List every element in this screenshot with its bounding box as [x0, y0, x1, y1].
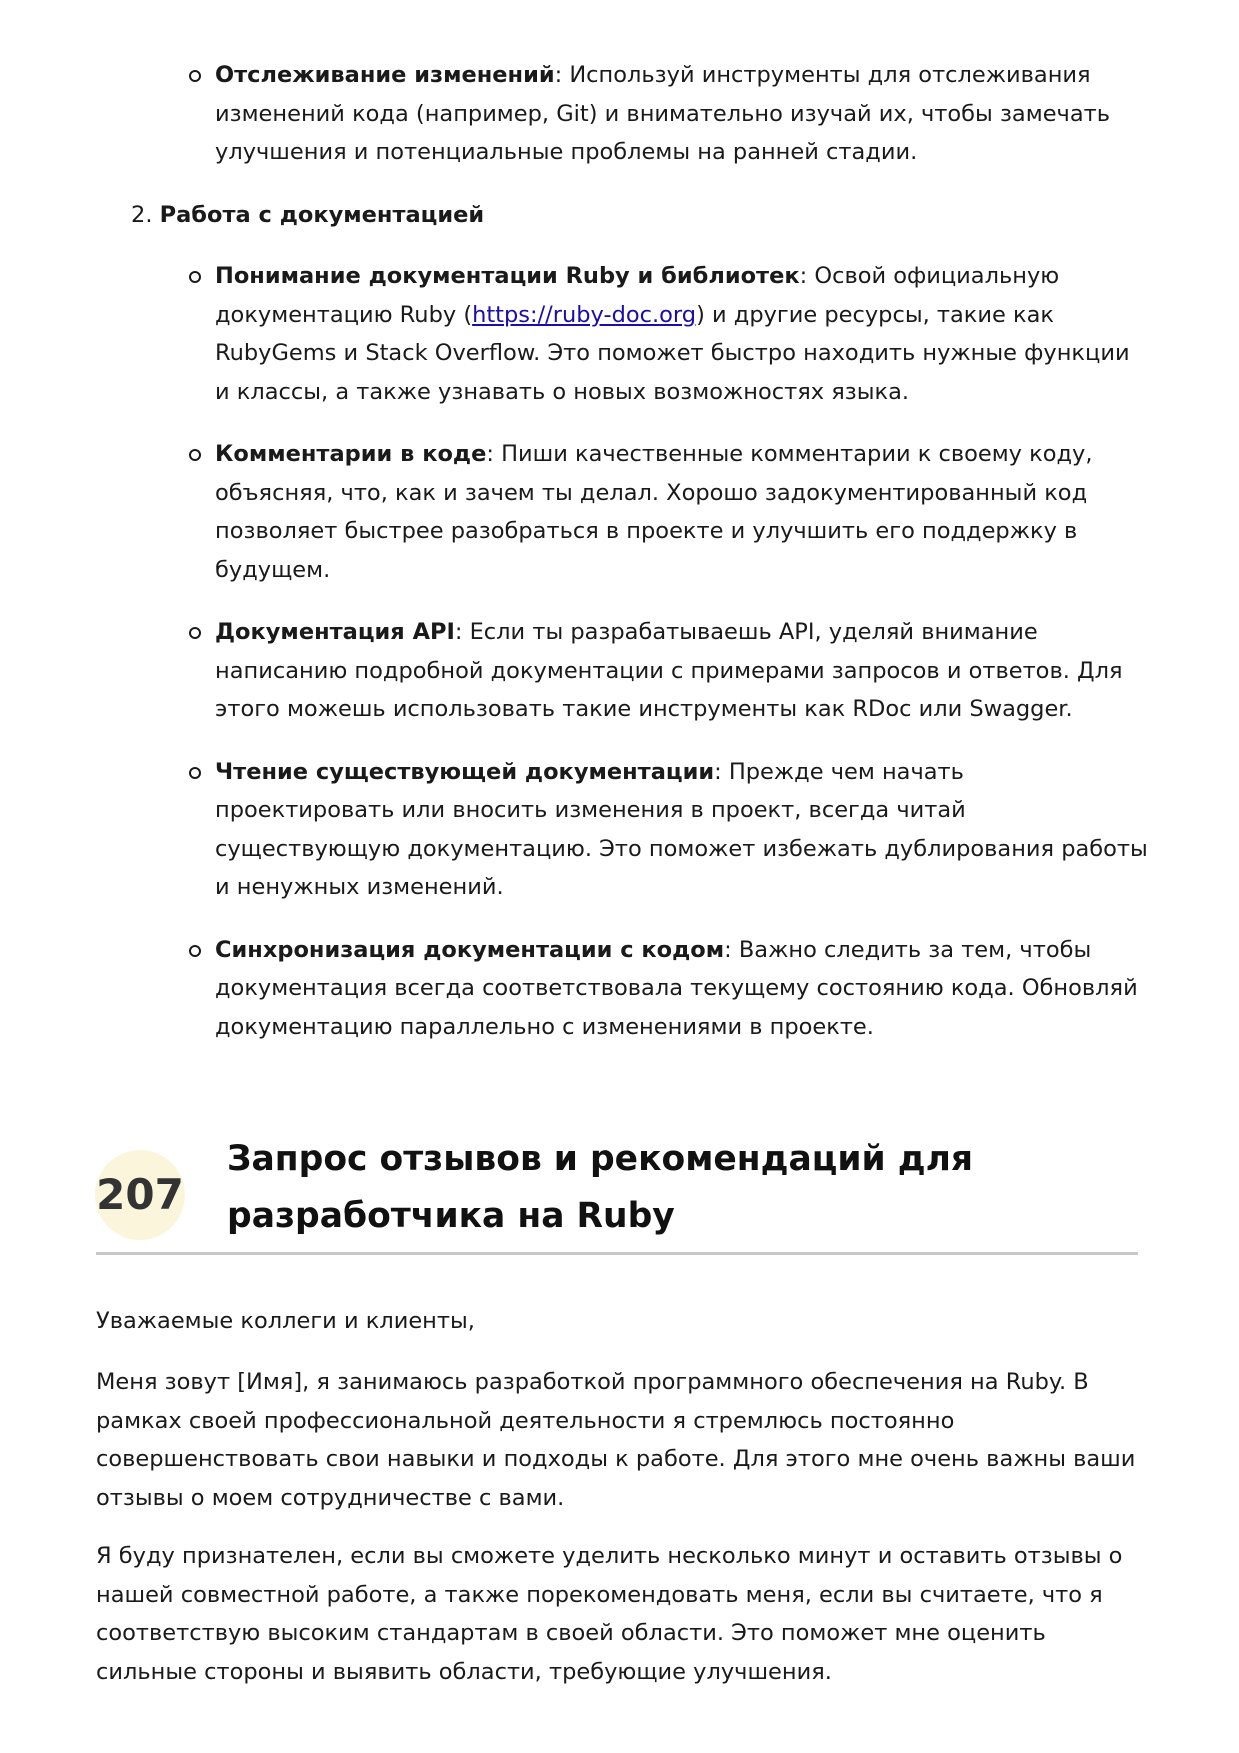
- chapter-number: 207: [96, 1170, 184, 1219]
- ruby-doc-link[interactable]: https://ruby-doc.org: [472, 301, 697, 328]
- ordered-list-item: [131, 196, 484, 234]
- bullet-title: Понимание документации Ruby и библиотек: [215, 263, 800, 289]
- bullet-text: : Используй инструменты для отслеживания изменений кода (например, Git) и внимательно изучай их, чтобы замечать улучшения и потенциальные проблемы на ранней стадии.: [215, 62, 1110, 165]
- request-paragraph: Я буду признателен, если вы сможете уделить несколько минут и оставить отзывы о нашей совместной работе, а также порекомендовать меня, если вы считаете, что я соответствую высоким стандартам в своей области. Это поможет мне оценить сильные стороны и выявить области, требующие улучшения.: [96, 1543, 1123, 1685]
- bullet-text: : Важно следить за тем, чтобы документация всегда соответствовала текущему состоянию кода. Обновляй документацию параллельно с изменениями в проекте.: [215, 936, 1138, 1040]
- heading-divider: [96, 1252, 1138, 1255]
- bullet-text: : Пиши качественные комментарии к своему коду, объясняя, что, как и зачем ты делал. Хорошо задокументированный код позволяет быстрее разобраться в проекте и улучшить его поддержку в будущем.: [215, 441, 1093, 583]
- list-item: [215, 56, 1150, 172]
- chapter-title: Запрос отзывов и рекомендаций для разработчика на Ruby: [227, 1139, 973, 1236]
- list-item: [215, 435, 1150, 589]
- bullet-text: : Освой официальную документацию Ruby (: [215, 263, 1060, 328]
- ordered-title: Работа с документацией: [159, 202, 485, 228]
- ordered-number: 2.: [131, 202, 153, 228]
- bullet-title: Отслеживание изменений: [215, 62, 555, 88]
- greeting-paragraph: Уважаемые коллеги и клиенты,: [96, 1308, 475, 1334]
- intro-paragraph: Меня зовут [Имя], я занимаюсь разработкой программного обеспечения на Ruby. В рамках своей профессиональной деятельности я стремлюсь постоянно совершенствовать свои навыки и подходы к работе. Для этого мне очень важны ваши отзывы о моем сотрудничестве с вами.: [96, 1369, 1136, 1511]
- change-tracking-list: [215, 56, 1150, 196]
- list-item: [215, 257, 1150, 411]
- bullet-title: Синхронизация документации с кодом: [215, 936, 725, 963]
- list-item: [215, 613, 1150, 729]
- documentation-list: [215, 257, 1150, 1070]
- bullet-title: Документация API: [215, 619, 455, 645]
- bullet-text: : Прежде чем начать проектировать или вносить изменения в проект, всегда читай существующую документацию. Это поможет избежать дублирования работы и ненужных изменений.: [215, 758, 1148, 900]
- list-item: [215, 931, 1150, 1047]
- bullet-text: : Если ты разрабатываешь API, уделяй внимание написанию подробной документации с примерами запросов и ответов. Для этого можешь использовать такие инструменты как RDoc или Swagger.: [215, 619, 1123, 722]
- bullet-title: Комментарии в коде: [215, 441, 487, 467]
- bullet-title: Чтение существующей документации: [215, 758, 715, 785]
- bullet-text: ) и другие ресурсы, такие как RubyGems и Stack Overflow. Это поможет быстро находить нужные функции и классы, а также узнавать о новых возможностях языка.: [215, 301, 1130, 405]
- list-item: [215, 753, 1150, 907]
